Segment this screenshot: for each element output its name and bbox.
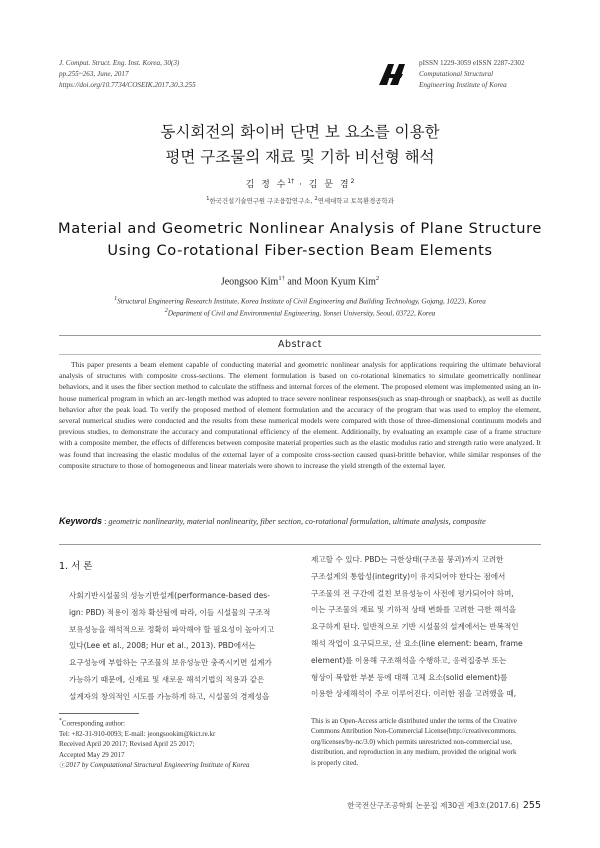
- korean-title-line1: 동시회전의 화이버 단면 보 요소를 이용한: [160, 123, 440, 141]
- publisher-line1: Computational Structural: [419, 70, 494, 78]
- footnote-license: [311, 716, 543, 768]
- publisher-info: [419, 58, 525, 91]
- keywords-rule: [59, 544, 541, 545]
- english-title-line2: Using Co-rotational Fiber-section Beam Elements: [107, 242, 493, 259]
- english-author2: and Moon Kyum Kim: [284, 276, 376, 288]
- copyright: ⓒ2017 by Computational Structural Engineering Institute of Korea: [59, 760, 250, 769]
- korean-title: [0, 120, 600, 170]
- abstract-heading: Abstract: [278, 339, 322, 350]
- abstract-text: This paper presents a beam element capable of conducting material and geometric nonlinear analysis for applications requiring the ultimate behavioral analysis of structures with composite cross-sections. The element formulation is based on co-rotational kinematics to simulate geometrically nonlinear behaviors, and it uses the fiber section method to calculate the stiffness and internal forces of the element. The proposed element was implemented using an in-house numerical program in which an arc-length method was adopted to trace severe nonlinear responses(such as snap-through or snapback), as well as ductile behavior after the peak load. To verify the proposed method of element formulation and the accuracy of the program that was used to employ the element, several numerical studies were conducted and the results from these numerical models were compared with those of three-dimensional continuum models and previous studies, to demonstrate the accuracy and computational efficiency of the element. Additionally, by evaluating an example case of a frame structure with a composite member, the effects of differences between composite material properties such as the elastic modulus ratio and strength ratio were analyzed. It was found that increasing the elastic modulus of the external layer of a composite cross-section caused quasi-brittle behavior, while similar responses of the composite structure to those of homogeneous and linear materials were shown to increase the yield strength of the external layer.: [59, 360, 541, 470]
- body-line: 이용한 상세해석이 주로 이루어진다. 이러한 점을 고려했을 때,: [311, 689, 517, 699]
- license-line: This is an Open-Access article distributed under the terms of the Creative: [311, 717, 517, 725]
- body-line: 구조설계의 통합성(integrity)이 유지되어야 한다는 점에서: [311, 571, 506, 581]
- body-line: 설계자의 창의적인 시도를 가능하게 하고, 시설물의 경제성을: [69, 691, 270, 701]
- received-date: Received April 20 2017; Revised April 25 2017;: [59, 740, 195, 749]
- body-line: ign: PBD) 적용이 점차 확산됨에 따라, 이들 시설물의 구조적: [69, 607, 271, 617]
- korean-affil1: 한국건설기술연구원 구조융합연구소,: [209, 197, 315, 206]
- korean-affiliations: [0, 196, 600, 205]
- body-line: 요구성능에 부합하는 구조물의 보유성능만 충족시키면 설계가: [69, 658, 272, 668]
- english-affil2-sup: 2: [164, 308, 168, 315]
- corr-mark: *: [59, 718, 62, 724]
- english-affil1: Structural Engineering Research Institute, Korea Institute of Civil Engineering and Building Technology, Gojang, 10223, Korea: [117, 297, 486, 306]
- english-title: [0, 218, 600, 262]
- english-author1-sup: 1†: [278, 275, 285, 282]
- left-para: [59, 588, 291, 706]
- footnote-correspondence: [59, 716, 299, 770]
- korean-author1-sup: 1†: [287, 178, 295, 185]
- keywords-sep: :: [102, 517, 109, 526]
- korean-authors: [0, 177, 600, 190]
- english-title-line1: Material and Geometric Nonlinear Analysis of Plane Structure: [58, 220, 542, 237]
- korean-title-line2: 평면 구조물의 재료 및 기하 비선형 해석: [165, 148, 435, 166]
- body-column-right: [311, 552, 543, 703]
- body-line: 이는 구조물의 재료 및 기하적 상태 변화를 고려한 극한 해석을: [311, 605, 517, 615]
- body-line: 제고할 수 있다. PBD는 극한상태(구조물 붕괴)까지 고려한: [311, 555, 504, 564]
- citation-line: J. Comput. Struct. Eng. Inst. Korea, 30(3): [59, 59, 180, 67]
- license-line: distribution, and reproduction in any medium, provided the original work: [311, 748, 517, 757]
- keywords-text: geometric nonlinearity, material nonlinearity, fiber section, co-rotational formulation, ultimate analysis, composite: [108, 517, 486, 526]
- body-line: 해석 작업이 요구되므로, 선 요소(line element: beam, frame: [311, 638, 523, 648]
- abstract-heading-rule: [59, 354, 541, 355]
- doi-link[interactable]: https://doi.org/10.7734/COSEIK.2017.30.3.255: [59, 81, 196, 89]
- page-number: 255: [522, 800, 541, 811]
- footer-journal: 한국전산구조공학회 논문집 제30권 제3호(2017.6): [347, 801, 519, 810]
- publisher-line2: Engineering Institute of Korea: [419, 81, 507, 89]
- korean-author2: 김 문 겸: [308, 180, 351, 190]
- license-line: is properly cited.: [311, 758, 359, 767]
- journal-logo-icon: [377, 61, 411, 87]
- body-line: element)를 이용해 구조해석을 수행하고, 응력집중부 또는: [311, 655, 507, 665]
- footnote-rule: [59, 713, 139, 714]
- body-line: 사회기반시설물의 성능기반설계(performance-based des-: [69, 591, 270, 600]
- page-footer: [347, 800, 541, 811]
- license-line: org/licenses/by-nc/3.0) which permits unrestricted non-commercial use,: [311, 737, 513, 746]
- body-line: 가능하기 때문에, 신재료 및 새로운 해석기법의 적용과 같은: [69, 674, 265, 684]
- korean-author2-sup: 2: [350, 178, 355, 185]
- section-heading-introduction: 1. 서 론: [59, 561, 93, 572]
- body-line: 요구하게 된다. 일반적으로 기반 시설물의 설계에서는 반복적인: [311, 622, 519, 632]
- corr-contact: Tel: +82-31-910-0093; E-mail: jeongsookim@kict.re.kr: [59, 729, 216, 738]
- english-affiliations: [0, 294, 600, 319]
- citation-pages: pp.255~263, June, 2017: [59, 70, 129, 78]
- korean-affil2-sup: 2: [314, 196, 318, 202]
- english-author1: Jeongsoo Kim: [220, 276, 279, 288]
- korean-author1: 김 정 수: [245, 180, 288, 190]
- body-line: 있다(Lee et al., 2008; Hur et al., 2013). PBD에서는: [69, 641, 256, 651]
- english-authors: [0, 275, 600, 287]
- body-line: 보유성능을 해석적으로 정확히 파악해야 할 필요성이 높아지고: [69, 624, 275, 634]
- body-column-left: [59, 588, 291, 706]
- korean-affil1-sup: 1: [206, 196, 210, 202]
- accepted-date: Accepted May 29 2017: [59, 750, 125, 759]
- keywords-label: Keywords: [59, 516, 103, 526]
- korean-affil2: 연세대학교 토목환경공학과: [317, 197, 394, 206]
- english-affil1-sup: 1: [114, 296, 118, 302]
- abstract-top-rule: [59, 335, 541, 336]
- license-line: Commons Attribution Non-Commercial License(http://creativecommons.: [311, 727, 517, 736]
- keywords: [59, 515, 541, 528]
- issn: pISSN 1229-3059 eISSN 2287-2302: [419, 59, 525, 67]
- body-line: 구조물의 전 구간에 걸친 보유성능이 사전에 평가되어야 하며,: [311, 588, 514, 598]
- body-line: 형상이 복합한 부분 등에 대해 고체 요소(solid element)를: [311, 672, 508, 682]
- english-author2-sup: 2: [375, 275, 380, 282]
- english-affil2: Department of Civil and Environmental Engineering, Yonsei University, Seoul, 03722, Korea: [167, 309, 436, 318]
- korean-author-sep: ·: [294, 180, 309, 190]
- corr-label: Corresponding author:: [61, 719, 126, 728]
- journal-citation: [59, 58, 196, 91]
